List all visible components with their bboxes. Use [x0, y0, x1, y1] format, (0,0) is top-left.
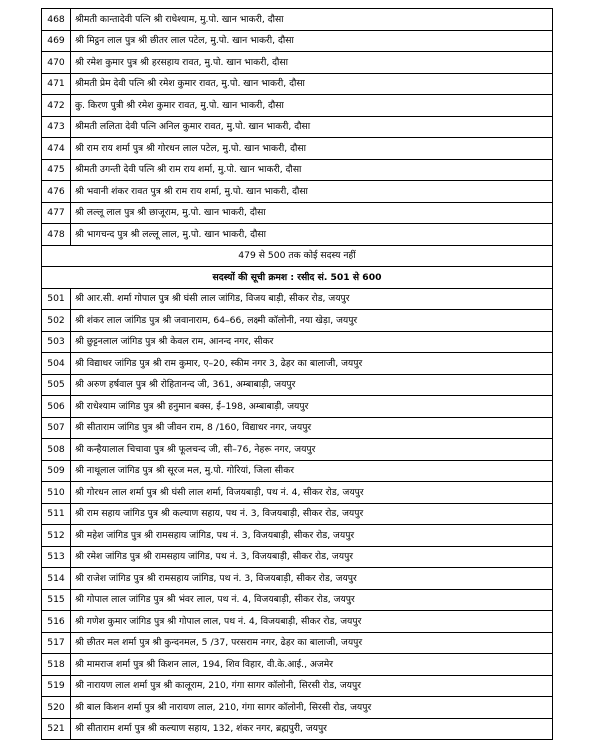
member-details: श्री भागचन्द पुत्र श्री लल्लू लाल, मु.पो. खान भाकरी, दौसा: [71, 224, 553, 246]
table-row: [42, 159, 553, 181]
receipt-number: 501: [42, 288, 71, 310]
table-row: [42, 396, 553, 418]
table-row: [42, 460, 553, 482]
receipt-number: 470: [42, 52, 71, 74]
receipt-number: 504: [42, 353, 71, 375]
receipt-number: 472: [42, 95, 71, 117]
table-row: [42, 310, 553, 332]
receipt-number: 505: [42, 374, 71, 396]
member-details: श्री सीताराम शर्मा पुत्र श्री कल्याण सहाय, 132, शंकर नगर, ब्रह्मपुरी, जयपुर: [71, 718, 553, 740]
member-details: श्री भवानी शंकर रावत पुत्र श्री राम राय शर्मा, मु.पो. खान भाकरी, दौसा: [71, 181, 553, 203]
member-details: श्री रमेश कुमार पुत्र श्री हरसहाय रावत, मु.पो. खान भाकरी, दौसा: [71, 52, 553, 74]
table-row: [42, 374, 553, 396]
member-details: श्री शंकर लाल जांगिड पुत्र श्री जवानाराम, 64–66, लक्ष्मी कॉलोनी, नया खेड़ा, जयपुर: [71, 310, 553, 332]
table-row: [42, 632, 553, 654]
table-row: [42, 417, 553, 439]
member-details: श्री छुट्टनलाल जांगिड पुत्र श्री केवल राम, आनन्द नगर, सीकर: [71, 331, 553, 353]
member-details: श्री मिट्ठन लाल पुत्र श्री छीतर लाल पटेल, मु.पो. खान भाकरी, दौसा: [71, 30, 553, 52]
receipt-number: 520: [42, 697, 71, 719]
receipt-number: 508: [42, 439, 71, 461]
member-details: श्री नारायण लाल शर्मा पुत्र श्री कालूराम, 210, गंगा सागर कॉलोनी, सिरसी रोड, जयपुर: [71, 675, 553, 697]
receipt-number: 476: [42, 181, 71, 203]
receipt-number: 469: [42, 30, 71, 52]
table-row: [42, 30, 553, 52]
receipt-number: 511: [42, 503, 71, 525]
member-details: श्री कन्हैयालाल चिचावा पुत्र श्री फूलचन्द जी, सी–76, नेहरू नगर, जयपुर: [71, 439, 553, 461]
member-table-separator: [42, 245, 553, 288]
receipt-number: 514: [42, 568, 71, 590]
table-row: [42, 546, 553, 568]
member-list-page: [41, 8, 553, 740]
table-row: [42, 52, 553, 74]
member-table: [41, 8, 553, 740]
table-row: [42, 611, 553, 633]
member-details: श्री मामराज शर्मा पुत्र श्री किशन लाल, 194, शिव विहार, वी.के.आई., अजमेर: [71, 654, 553, 676]
receipt-number: 513: [42, 546, 71, 568]
table-row: [42, 503, 553, 525]
receipt-number: 509: [42, 460, 71, 482]
receipt-number: 474: [42, 138, 71, 160]
receipt-number: 503: [42, 331, 71, 353]
table-row: [42, 73, 553, 95]
member-details: श्रीमती ललिता देवी पत्नि अनिल कुमार रावत, मु.पो. खान भाकरी, दौसा: [71, 116, 553, 138]
receipt-number: 515: [42, 589, 71, 611]
receipt-number: 519: [42, 675, 71, 697]
table-row: [42, 95, 553, 117]
member-details: श्रीमती प्रेम देवी पत्नि श्री रमेश कुमार रावत, मु.पो. खान भाकरी, दौसा: [71, 73, 553, 95]
table-row: [42, 718, 553, 740]
no-members-note-row: [42, 245, 553, 267]
table-row: [42, 568, 553, 590]
member-details: श्री अरुण हर्षवाल पुत्र श्री रोहितानन्द जी, 361, अम्बाबाड़ी, जयपुर: [71, 374, 553, 396]
member-details: श्री रमेश जांगिड पुत्र श्री रामसहाय जांगिड, पथ नं. 3, विजयबाड़ी, सीकर रोड, जयपुर: [71, 546, 553, 568]
member-details: श्री बाल किशन शर्मा पुत्र श्री नारायण लाल, 210, गंगा सागर कॉलोनी, सिरसी रोड, जयपुर: [71, 697, 553, 719]
member-details: श्री महेश जांगिड पुत्र श्री रामसहाय जांगिड, पथ नं. 3, विजयबाड़ी, सीकर रोड, जयपुर: [71, 525, 553, 547]
receipt-number: 510: [42, 482, 71, 504]
member-details: श्रीमती कान्तादेवी पत्नि श्री राधेश्याम, मु.पो. खान भाकरी, दौसा: [71, 9, 553, 31]
table-row: [42, 331, 553, 353]
receipt-number: 521: [42, 718, 71, 740]
member-details: श्री गणेश कुमार जांगिड पुत्र श्री गोपाल लाल, पथ नं. 4, विजयबाड़ी, सीकर रोड, जयपुर: [71, 611, 553, 633]
receipt-number: 475: [42, 159, 71, 181]
table-row: [42, 654, 553, 676]
receipt-number: 512: [42, 525, 71, 547]
table-row: [42, 202, 553, 224]
member-details: श्रीमती उगन्ती देवी पत्नि श्री राम राय शर्मा, मु.पो. खान भाकरी, दौसा: [71, 159, 553, 181]
table-row: [42, 181, 553, 203]
receipt-number: 471: [42, 73, 71, 95]
member-details: श्री छीतर मल शर्मा पुत्र श्री कुन्दनमल, 5 /37, परसराम नगर, ढेहर का बालाजी, जयपुर: [71, 632, 553, 654]
member-details: श्री राधेश्याम जांगिड पुत्र श्री हनुमान बक्स, ई–198, अम्बाबाड़ी, जयपुर: [71, 396, 553, 418]
section-heading: सदस्यों की सूची क्रमश : रसीद सं. 501 से 600: [42, 267, 553, 289]
table-row: [42, 697, 553, 719]
member-details: श्री राम सहाय जांगिड पुत्र श्री कल्याण सहाय, पथ नं. 3, विजयबाड़ी, सीकर रोड, जयपुर: [71, 503, 553, 525]
receipt-number: 478: [42, 224, 71, 246]
member-table-body-bottom: [42, 288, 553, 740]
receipt-number: 518: [42, 654, 71, 676]
member-details: श्री सीताराम जांगिड पुत्र श्री जीवन राम, 8 /160, विद्याधर नगर, जयपुर: [71, 417, 553, 439]
member-details: श्री विद्याधर जांगिड पुत्र श्री राम कुमार, ए–20, स्कीम नगर 3, ढेहर का बालाजी, जयपुर: [71, 353, 553, 375]
table-row: [42, 116, 553, 138]
member-details: श्री आर.सी. शर्मा गोपाल पुत्र श्री घंसी लाल जांगिड, विजय बाड़ी, सीकर रोड, जयपुर: [71, 288, 553, 310]
section-heading-row: [42, 267, 553, 289]
receipt-number: 468: [42, 9, 71, 31]
table-row: [42, 224, 553, 246]
table-row: [42, 288, 553, 310]
receipt-number: 473: [42, 116, 71, 138]
table-row: [42, 675, 553, 697]
receipt-number: 506: [42, 396, 71, 418]
table-row: [42, 525, 553, 547]
member-details: श्री राजेश जांगिड पुत्र श्री रामसहाय जांगिड, पथ नं. 3, विजयबाड़ी, सीकर रोड, जयपुर: [71, 568, 553, 590]
member-details: श्री गोपाल लाल जांगिड पुत्र श्री भंवर लाल, पथ नं. 4, विजयबाड़ी, सीकर रोड, जयपुर: [71, 589, 553, 611]
table-row: [42, 439, 553, 461]
receipt-number: 507: [42, 417, 71, 439]
table-row: [42, 589, 553, 611]
member-details: श्री गोरधन लाल शर्मा पुत्र श्री घंसी लाल शर्मा, विजयबाड़ी, पथ नं. 4, सीकर रोड, जयपुर: [71, 482, 553, 504]
receipt-number: 517: [42, 632, 71, 654]
member-details: श्री लल्लू लाल पुत्र श्री छाजूराम, मु.पो. खान भाकरी, दौसा: [71, 202, 553, 224]
table-row: [42, 138, 553, 160]
receipt-number: 477: [42, 202, 71, 224]
member-details: कु. किरण पुत्री श्री रमेश कुमार रावत, मु.पो. खान भाकरी, दौसा: [71, 95, 553, 117]
table-row: [42, 353, 553, 375]
member-table-body-top: [42, 9, 553, 246]
member-details: श्री राम राय शर्मा पुत्र श्री गोरधन लाल पटेल, मु.पो. खान भाकरी, दौसा: [71, 138, 553, 160]
receipt-number: 516: [42, 611, 71, 633]
table-row: [42, 482, 553, 504]
table-row: [42, 9, 553, 31]
member-details: श्री नाथूलाल जांगिड पुत्र श्री सूरज मल, मु.पो. गोरियां, जिला सीकर: [71, 460, 553, 482]
no-members-note: 479 से 500 तक कोई सदस्य नहीं: [42, 245, 553, 267]
receipt-number: 502: [42, 310, 71, 332]
